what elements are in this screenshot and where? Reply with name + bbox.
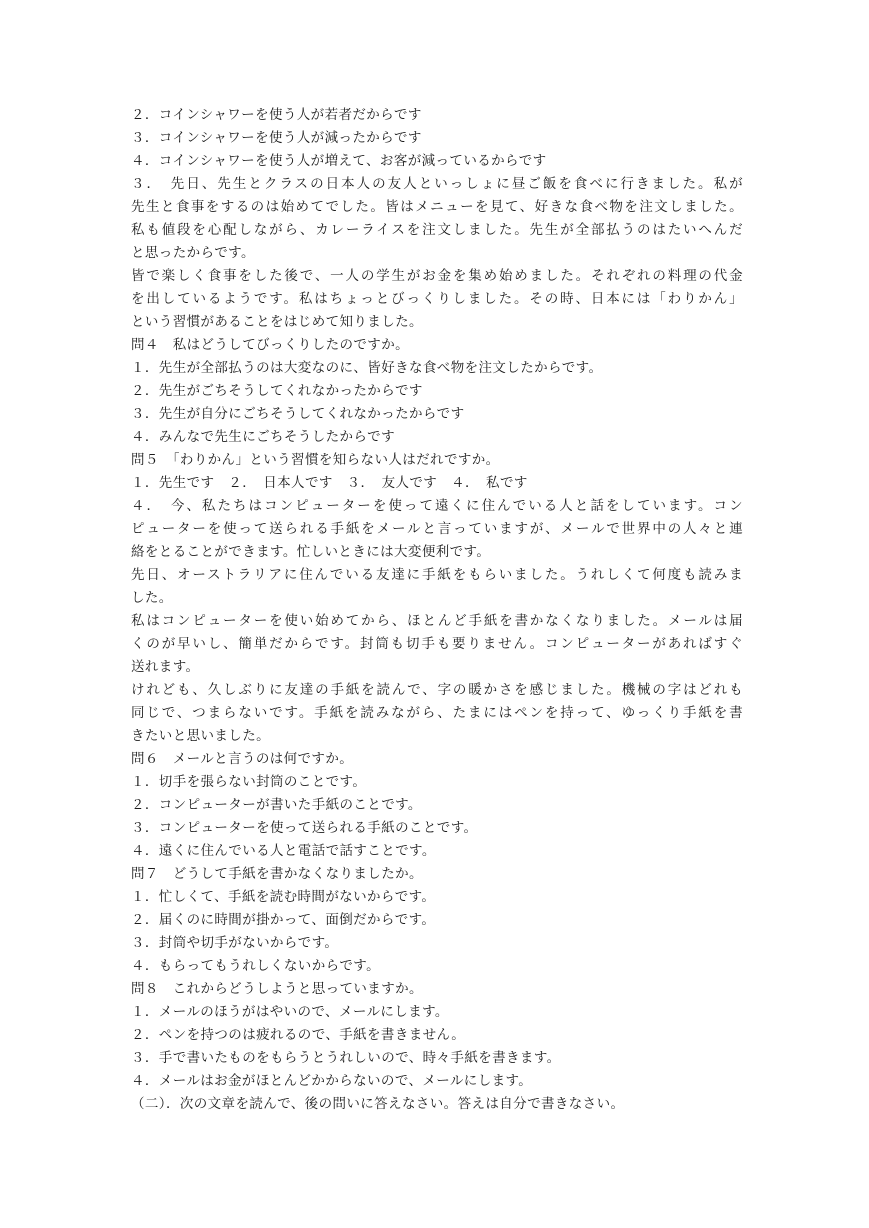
text-line: ４．もらってもうれしくないからです。 — [131, 958, 380, 974]
text-line: ３．コンピューターを使って送られる手紙のことです。 — [131, 820, 478, 836]
text-line: 問５ 「わりかん」という習慣を知らない人はだれですか。 — [131, 452, 500, 468]
text-line: 同じで、つまらないです。手紙を読みながら、たまにはペンを持って、ゆっくり手紙を書 — [131, 705, 743, 721]
text-line: 先生と食事をするのは始めてでした。皆はメニューを見て、好きな食べ物を注文しました。 — [131, 199, 743, 215]
text-line: ２．届くのに時間が掛かって、面倒だからです。 — [131, 912, 436, 928]
text-line: １．先生です ２． 日本人です ３． 友人です ４． 私です — [131, 475, 528, 491]
text-line: 問４ 私はどうしてびっくりしたのですか。 — [131, 337, 409, 353]
text-line: 私も値段を心配しながら、カレーライスを注文しました。先生が全部払うのはたいへんだ — [131, 222, 743, 238]
text-line: １．先生が全部払うのは大変なのに、皆好きな食べ物を注文したからです。 — [131, 360, 603, 376]
text-line: ３．コインシャワーを使う人が減ったからです — [131, 130, 422, 146]
document-body — [131, 104, 743, 1116]
text-line: 絡をとることができます。忙しいときには大変便利です。 — [131, 544, 491, 560]
text-line: （二）．次の文章を読んで、後の問いに答えなさい。答えは自分で書きなさい。 — [131, 1096, 625, 1112]
text-line: ３．先生が自分にごちそうしてくれなかったからです — [131, 406, 465, 422]
text-line: けれども、久しぶりに友達の手紙を読んで、字の暖かさを感じました。機械の字はどれも — [131, 682, 743, 698]
text-line: ２．先生がごちそうしてくれなかったからです — [131, 383, 423, 399]
text-line: くのが早いし、簡単だからです。封筒も切手も要りません。コンピューターがあればすぐ — [131, 636, 743, 652]
text-line: という習慣があることをはじめて知りました。 — [131, 314, 423, 330]
text-line: 問８ これからどうしようと思っていますか。 — [131, 981, 423, 997]
text-line: した。 — [131, 590, 173, 606]
text-line: ピューターを使って送られる手紙をメールと言っていますが、メールで世界中の人々と連 — [131, 521, 743, 537]
text-line: と思ったからです。 — [131, 245, 255, 261]
text-line: ２．コインシャワーを使う人が若者だからです — [131, 107, 422, 123]
text-line: ４．遠くに住んでいる人と電話で話すことです。 — [131, 843, 436, 859]
text-line: 問６ メールと言うのは何ですか。 — [131, 751, 354, 767]
text-line: ２．ペンを持つのは疲れるので、手紙を書きません。 — [131, 1027, 466, 1043]
text-line: を出しているようです。私はちょっとびっくりしました。その時、日本には「わりかん」 — [131, 291, 743, 307]
text-line: 送れます。 — [131, 659, 200, 675]
text-line: ４．メールはお金がほとんどかからないので、メールにします。 — [131, 1073, 533, 1089]
text-line: ４． 今、私たちはコンピューターを使って遠くに住んでいる人と話をしています。コン — [131, 498, 743, 514]
text-line: ３． 先日、先生とクラスの日本人の友人といっしょに昼ご飯を食べに行きました。私が — [131, 176, 743, 192]
text-line: 先日、オーストラリアに住んでいる友達に手紙をもらいました。うれしくて何度も読みま — [131, 567, 743, 583]
text-line: １．メールのほうがはやいので、メールにします。 — [131, 1004, 449, 1020]
text-line: ２．コンピューターが書いた手紙のことです。 — [131, 797, 422, 813]
text-line: 問７ どうして手紙を書かなくなりましたか。 — [131, 866, 423, 882]
text-line: １．忙しくて、手紙を読む時間がないからです。 — [131, 889, 436, 905]
text-line: ３．手で書いたものをもらうとうれしいので、時々手紙を書きます。 — [131, 1050, 561, 1066]
text-line: 私はコンピューターを使い始めてから、ほとんど手紙を書かなくなりました。メールは届 — [131, 613, 743, 629]
text-line: ３．封筒や切手がないからです。 — [131, 935, 339, 951]
text-line: 皆で楽しく食事をした後で、一人の学生がお金を集め始めました。それぞれの料理の代金 — [131, 268, 743, 284]
text-line: １．切手を張らない封筒のことです。 — [131, 774, 367, 790]
text-line: きたいと思いました。 — [131, 728, 270, 744]
text-line: ４．コインシャワーを使う人が増えて、お客が減っているからです — [131, 153, 547, 169]
text-line: ４．みんなで先生にごちそうしたからです — [131, 429, 395, 445]
